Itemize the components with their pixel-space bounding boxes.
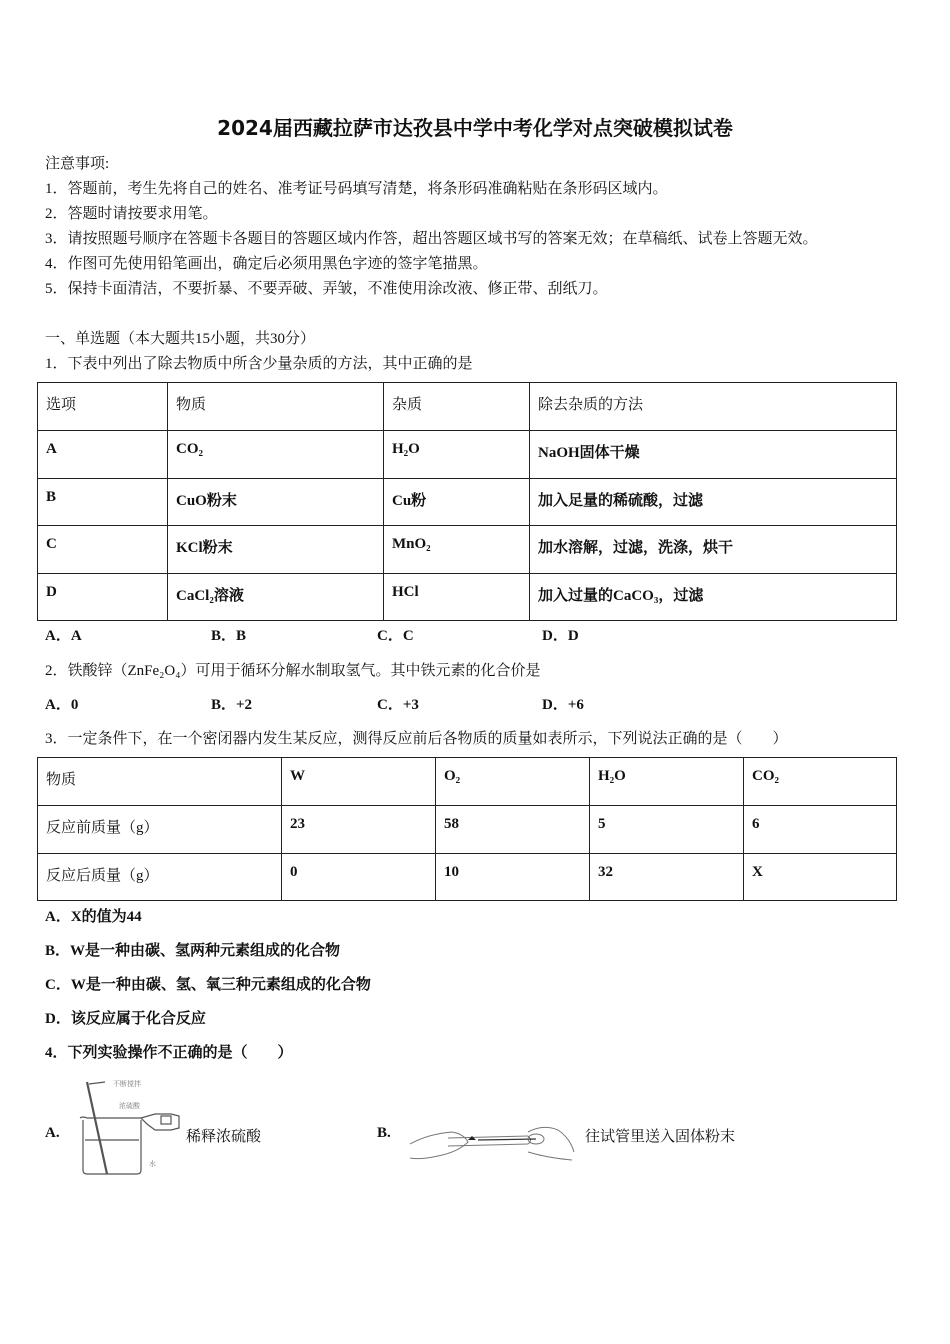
- q1-table: [37, 382, 897, 621]
- q3-header-substance: 物质: [38, 758, 282, 806]
- q1-cell-substance: CO₂: [168, 431, 384, 479]
- q3-header-h2o: H₂O: [590, 758, 744, 806]
- q3-cell: 0: [282, 854, 436, 901]
- q3-stem: 3．一定条件下，在一个密闭器内发生某反应，测得反应前后各物质的质量如表所示，下列说法正确的是（ ）: [45, 731, 788, 747]
- q1-header-option: 选项: [38, 383, 168, 431]
- q3-option-c: C．W是一种由碳、氢、氧三种元素组成的化合物: [45, 977, 371, 993]
- q2-option-d: D．+6: [542, 697, 584, 713]
- q4-stem: 4．下列实验操作不正确的是（ ）: [45, 1045, 293, 1061]
- q3-cell: 6: [744, 806, 897, 854]
- table-row: [38, 854, 897, 901]
- q1-cell-impurity: HCl: [384, 574, 530, 621]
- q1-header-method: 除去杂质的方法: [530, 383, 897, 431]
- q4-option-a-caption: 稀释浓硫酸: [186, 1127, 262, 1145]
- test-tube-powder-figure-icon: [408, 1122, 578, 1166]
- q1-cell-method: NaOH固体干燥: [530, 431, 897, 479]
- q1-cell-substance: CuO粉末: [168, 479, 384, 526]
- q3-header-o2: O₂: [436, 758, 590, 806]
- q2-option-a: A．0: [45, 697, 79, 713]
- q1-table-header-row: [38, 383, 897, 431]
- diluting-acid-figure-icon: [75, 1078, 185, 1178]
- table-row: [38, 479, 897, 526]
- q1-header-impurity: 杂质: [384, 383, 530, 431]
- note-item-5: 5．保持卡面清洁，不要折暴、不要弄破、弄皱，不准使用涂改液、修正带、刮纸刀。: [45, 281, 608, 297]
- section-heading: 一、单选题（本大题共15小题，共30分）: [45, 331, 316, 347]
- figure-label-stir: 不断搅拌: [113, 1080, 141, 1088]
- q3-cell: 10: [436, 854, 590, 901]
- q3-cell: X: [744, 854, 897, 901]
- q3-row-label: 反应前质量（g）: [38, 806, 282, 854]
- q3-cell: 23: [282, 806, 436, 854]
- q1-cell-impurity: Cu粉: [384, 479, 530, 526]
- q1-option-a: A．A: [45, 628, 82, 644]
- q3-option-d: D．该反应属于化合反应: [45, 1011, 206, 1027]
- q1-option-b: B．B: [211, 628, 247, 644]
- q4-option-a-letter: A.: [45, 1125, 60, 1141]
- table-row: [38, 806, 897, 854]
- figure-label-water: 水: [149, 1160, 156, 1168]
- q1-cell-method: 加入足量的稀硫酸，过滤: [530, 479, 897, 526]
- q1-cell-method: 加水溶解，过滤，洗涤，烘干: [530, 526, 897, 574]
- q4-option-b-letter: B.: [377, 1125, 391, 1141]
- q3-header-w: W: [282, 758, 436, 806]
- q2-stem: 2．铁酸锌（ZnFe₂O₄）可用于循环分解水制取氢气。其中铁元素的化合价是: [45, 663, 541, 679]
- q1-cell-substance: CaCl₂溶液: [168, 574, 384, 621]
- q1-cell-option: D: [38, 574, 168, 621]
- q1-cell-impurity: MnO₂: [384, 526, 530, 574]
- q3-header-co2: CO₂: [744, 758, 897, 806]
- notes-heading: 注意事项:: [45, 156, 110, 172]
- q1-cell-impurity: H₂O: [384, 431, 530, 479]
- q2-option-b: B．+2: [211, 697, 253, 713]
- q3-cell: 32: [590, 854, 744, 901]
- q2-option-c: C．+3: [377, 697, 419, 713]
- q3-cell: 58: [436, 806, 590, 854]
- q1-option-d: D．D: [542, 628, 579, 644]
- q1-cell-option: C: [38, 526, 168, 574]
- q3-option-b: B．W是一种由碳、氢两种元素组成的化合物: [45, 943, 341, 959]
- q1-cell-option: A: [38, 431, 168, 479]
- q1-cell-option: B: [38, 479, 168, 526]
- q1-cell-method: 加入过量的CaCO₃，过滤: [530, 574, 897, 621]
- q3-row-label: 反应后质量（g）: [38, 854, 282, 901]
- q3-option-a: A．X的值为44: [45, 909, 142, 925]
- table-row: [38, 526, 897, 574]
- figure-label-acid: 浓硫酸: [119, 1102, 140, 1110]
- q4-option-b-caption: 往试管里送入固体粉末: [585, 1127, 736, 1145]
- page-title: 2024届西藏拉萨市达孜县中学中考化学对点突破模拟试卷: [217, 116, 733, 140]
- q1-header-substance: 物质: [168, 383, 384, 431]
- note-item-3: 3．请按照题号顺序在答题卡各题目的答题区域内作答，超出答题区域书写的答案无效；在草稿纸、试卷上答题无效。: [45, 231, 818, 247]
- note-item-1: 1．答题前，考生先将自己的姓名、准考证号码填写清楚，将条形码准确粘贴在条形码区域内。: [45, 181, 668, 197]
- q3-cell: 5: [590, 806, 744, 854]
- table-row: [38, 431, 897, 479]
- q1-stem: 1．下表中列出了除去物质中所含少量杂质的方法，其中正确的是: [45, 356, 473, 372]
- note-item-4: 4．作图可先使用铅笔画出，确定后必须用黑色字迹的签字笔描黑。: [45, 256, 488, 272]
- table-row: [38, 574, 897, 621]
- note-item-2: 2．答题时请按要求用笔。: [45, 206, 218, 222]
- q1-option-c: C．C: [377, 628, 414, 644]
- q3-table: [37, 757, 897, 901]
- q1-cell-substance: KCl粉末: [168, 526, 384, 574]
- q3-table-header-row: [38, 758, 897, 806]
